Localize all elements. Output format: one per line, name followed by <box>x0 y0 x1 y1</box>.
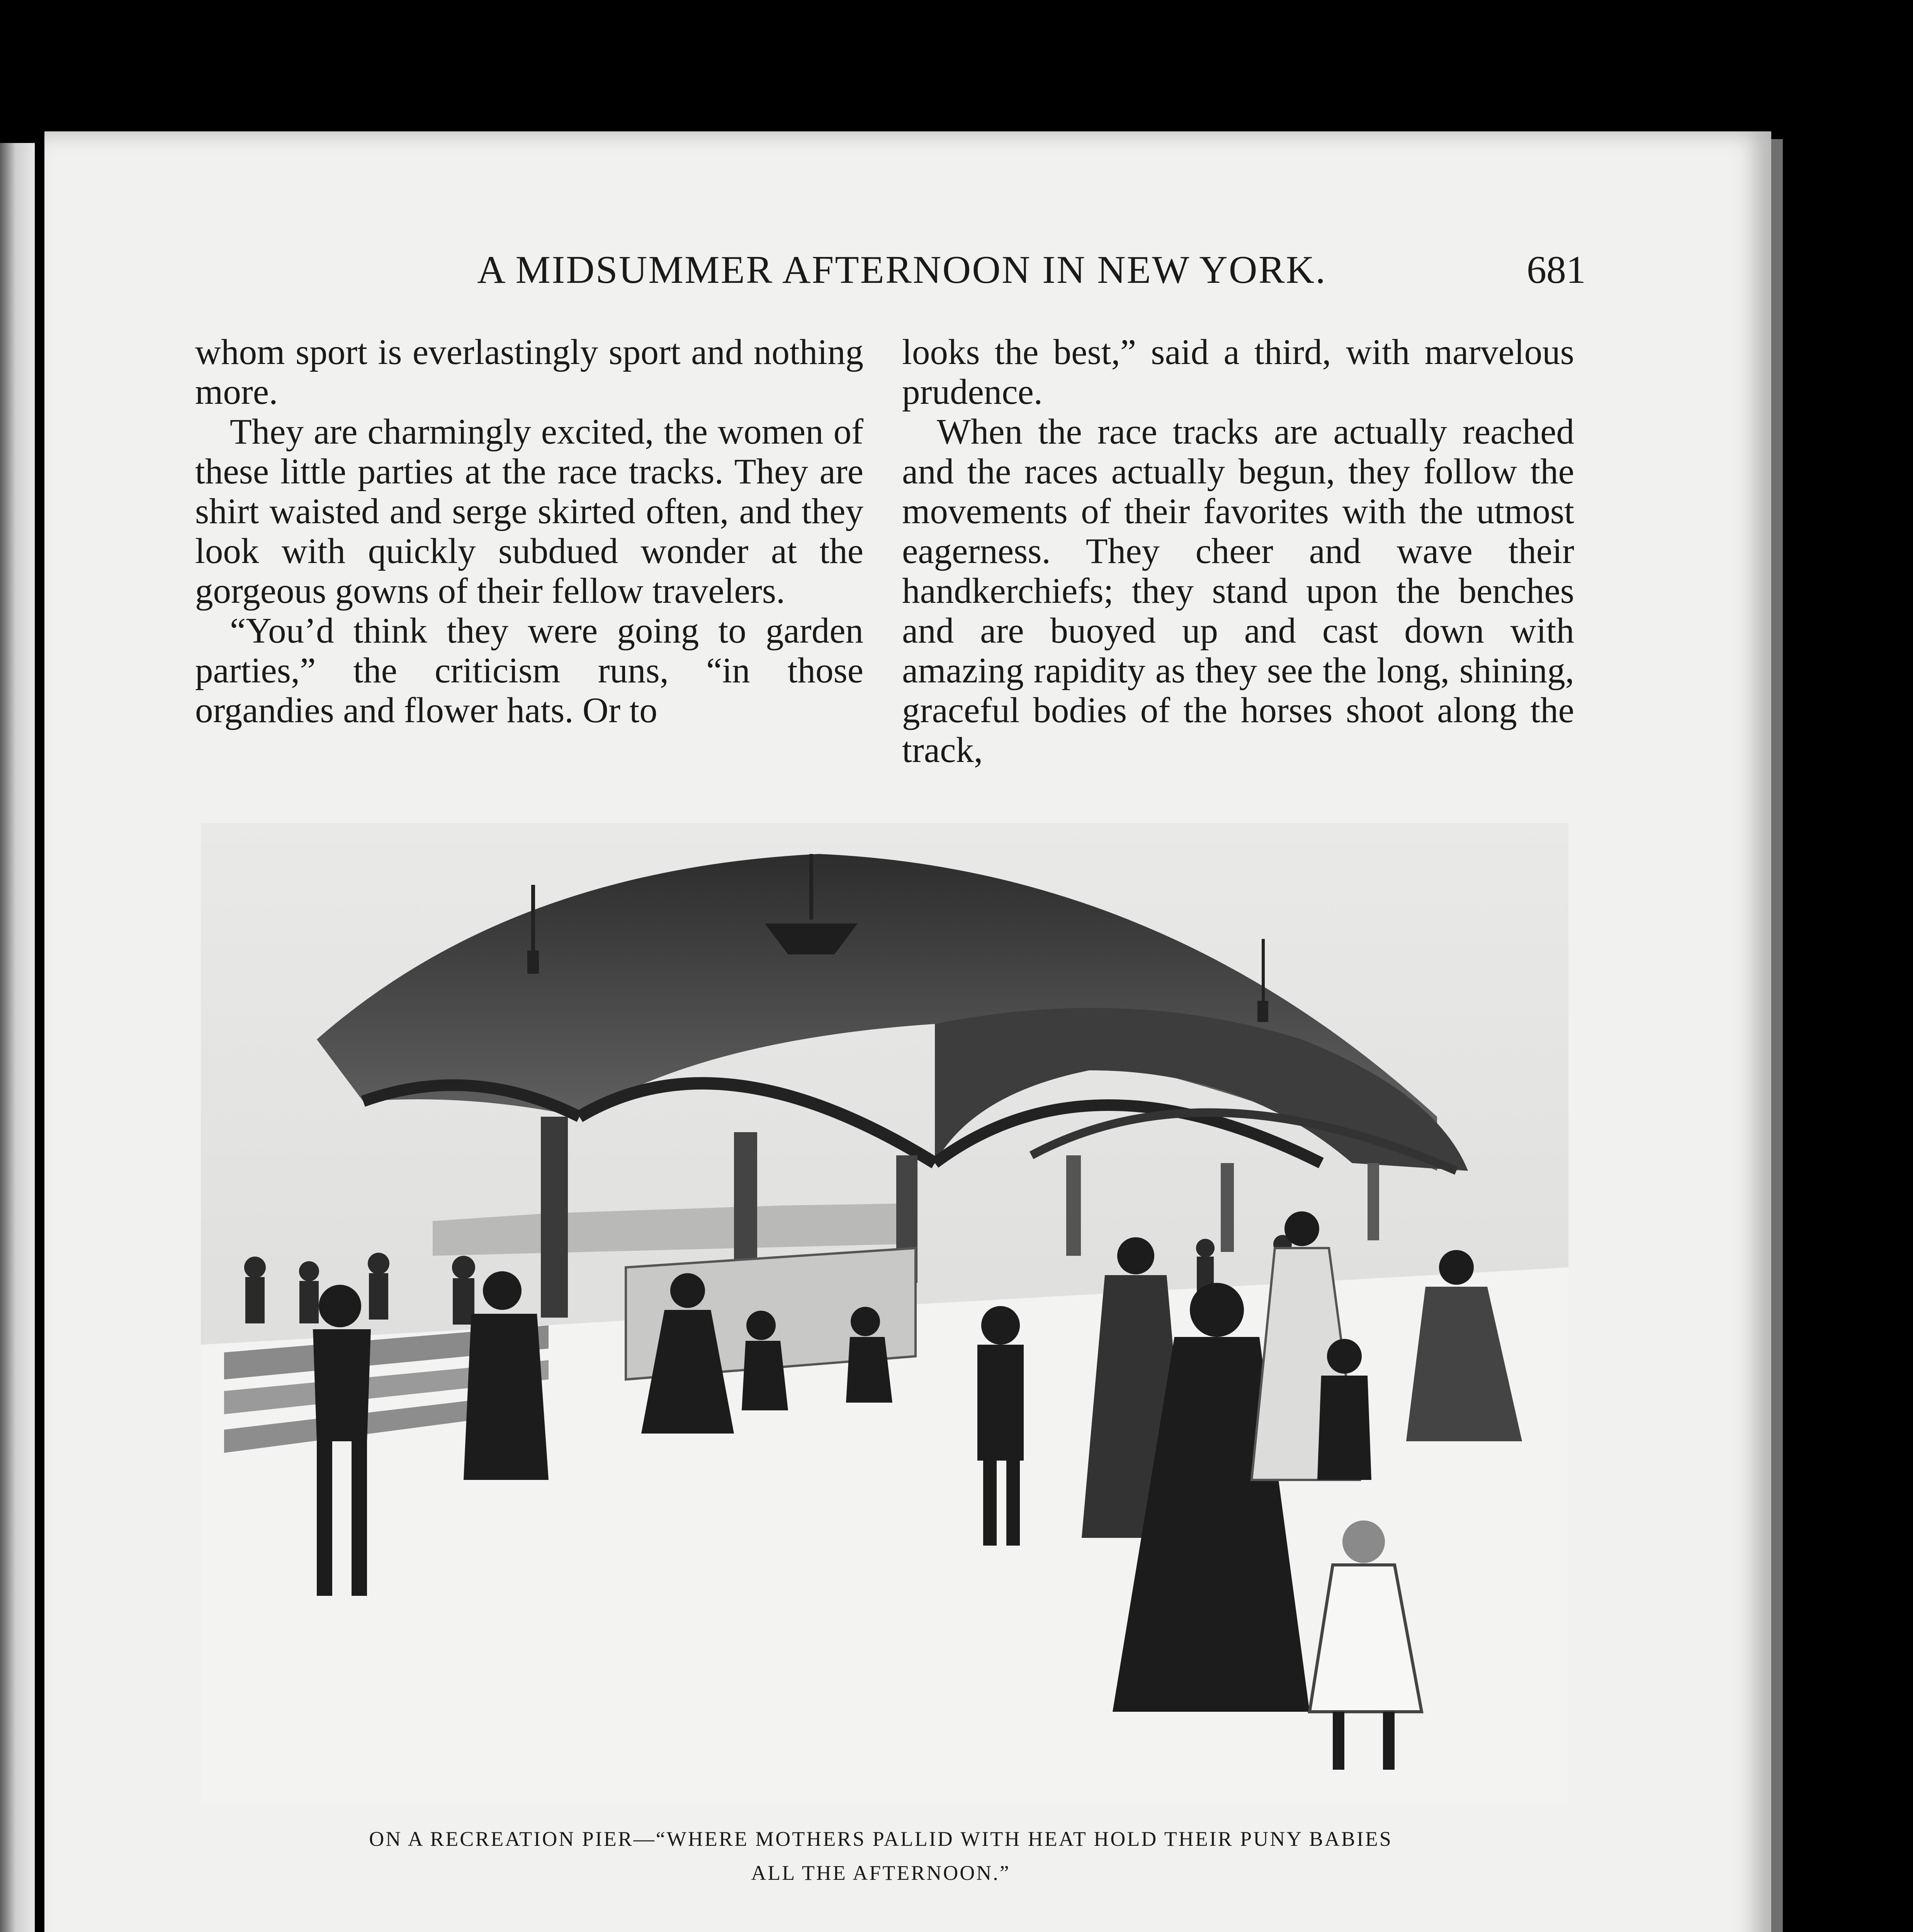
paragraph: whom sport is everlastingly sport and nothing more. <box>195 332 863 412</box>
paragraph: looks the best,” said a third, with marvelous prudence. <box>902 332 1574 412</box>
pier-engraving <box>201 823 1568 1804</box>
page-number: 681 <box>1527 248 1586 292</box>
top-left-column <box>195 332 863 730</box>
illustration-caption <box>193 1822 1568 1890</box>
paragraph: They are charmingly excited, the women of these little parties at the race tracks. They are shirt waisted and serge skirted often, and they look with quickly subdued wonder at the gorgeous gowns of their fellow travelers. <box>195 412 863 611</box>
paragraph: “You’d think they were going to garden parties,” the criticism runs, “in those organdies and flower hats. Or to <box>195 611 863 730</box>
left-page-edge <box>0 143 35 1932</box>
page-right-edge-shadow <box>1771 139 1783 1932</box>
paragraph: When the race tracks are actually reached and the races actually begun, they follow the movements of their favorites with the utmost eagerness. They cheer and wave their handkerchiefs; they stand upon the benches and are buoyed up and cast down with amazing rapidity as they see the long, shining, graceful bodies of the horses shoot along the track, <box>902 412 1574 770</box>
running-title: A MIDSUMMER AFTERNOON IN NEW YORK. <box>477 248 1327 292</box>
page-header <box>149 247 1586 298</box>
recreation-pier-illustration <box>201 823 1568 1804</box>
caption-line-2: ALL THE AFTERNOON.” <box>751 1861 1011 1884</box>
caption-line-1: ON A RECREATION PIER—“WHERE MOTHERS PALLID WITH HEAT HOLD THEIR PUNY BABIES <box>369 1827 1393 1850</box>
top-right-column <box>902 332 1574 770</box>
